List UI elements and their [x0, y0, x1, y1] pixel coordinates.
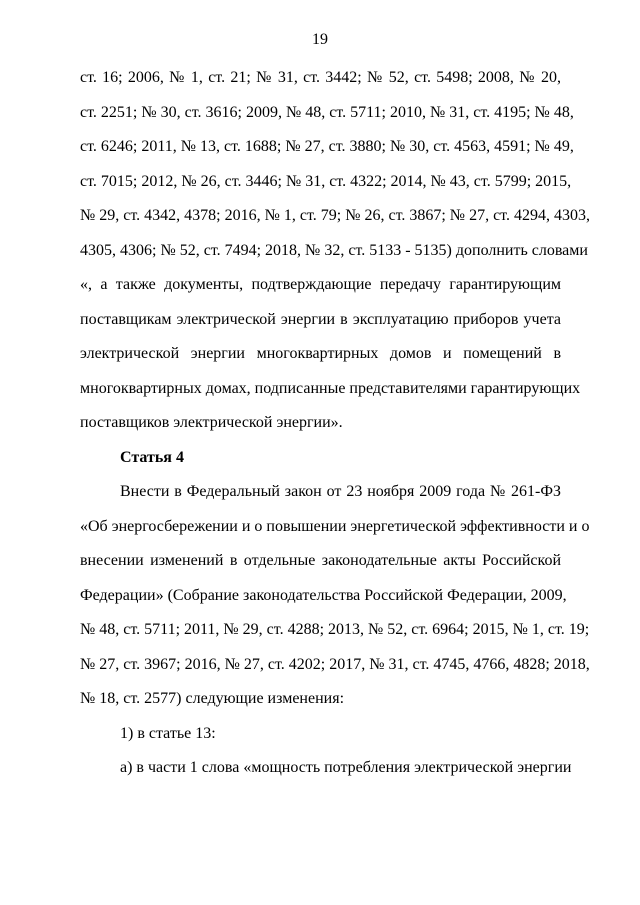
text-line: «Об энергосбережении и о повышении энергетической эффективности и о: [80, 517, 590, 535]
text-line: № 27, ст. 3967; 2016, № 27, ст. 4202; 2017, № 31, ст. 4745, 4766, 4828; 2018,: [80, 655, 590, 673]
text-line: поставщикам электрической энергии в эксплуатацию приборов учета: [80, 310, 561, 328]
document-body: [80, 68, 590, 793]
text-line: ст. 2251; № 30, ст. 3616; 2009, № 48, ст. 5711; 2010, № 31, ст. 4195; № 48,: [80, 103, 574, 121]
page-number: 19: [312, 31, 328, 48]
text-line: многоквартирных домах, подписанные представителями гарантирующих: [80, 379, 581, 397]
text-line: № 29, ст. 4342, 4378; 2016, № 1, ст. 79; № 26, ст. 3867; № 27, ст. 4294, 4303,: [80, 207, 590, 224]
text-line: Внести в Федеральный закон от 23 ноября 2009 года № 261-ФЗ: [120, 483, 561, 500]
text-line: ст. 7015; 2012, № 26, ст. 3446; № 31, ст. 4322; 2014, № 43, ст. 5799; 2015,: [80, 172, 572, 190]
text-line: электрической энергии многоквартирных домов и помещений в: [80, 345, 561, 362]
text-line: внесении изменений в отдельные законодательные акты Российской: [80, 552, 561, 569]
text-line: 4305, 4306; № 52, ст. 7494; 2018, № 32, ст. 5133 - 5135) дополнить словами: [80, 241, 588, 259]
list-item-line: 1) в статье 13:: [120, 724, 216, 742]
text-line: поставщиков электрической энергии».: [80, 414, 343, 431]
text-line: № 48, ст. 5711; 2011, № 29, ст. 4288; 2013, № 52, ст. 6964; 2015, № 1, ст. 19;: [80, 621, 590, 638]
text-line: а) в части 1 слова «мощность потребления электрической энергии: [120, 759, 572, 776]
text-line: ст. 16; 2006, № 1, ст. 21; № 31, ст. 3442; № 52, ст. 5498; 2008, № 20,: [80, 69, 561, 86]
text-line: № 18, ст. 2577) следующие изменения:: [80, 690, 345, 707]
article-heading: Статья 4: [120, 448, 184, 466]
text-line: Федерации» (Собрание законодательства Российской Федерации, 2009,: [80, 586, 567, 604]
text-line: «, а также документы, подтверждающие передачу гарантирующим: [80, 276, 561, 293]
text-line: ст. 6246; 2011, № 13, ст. 1688; № 27, ст. 3880; № 30, ст. 4563, 4591; № 49,: [80, 138, 574, 155]
